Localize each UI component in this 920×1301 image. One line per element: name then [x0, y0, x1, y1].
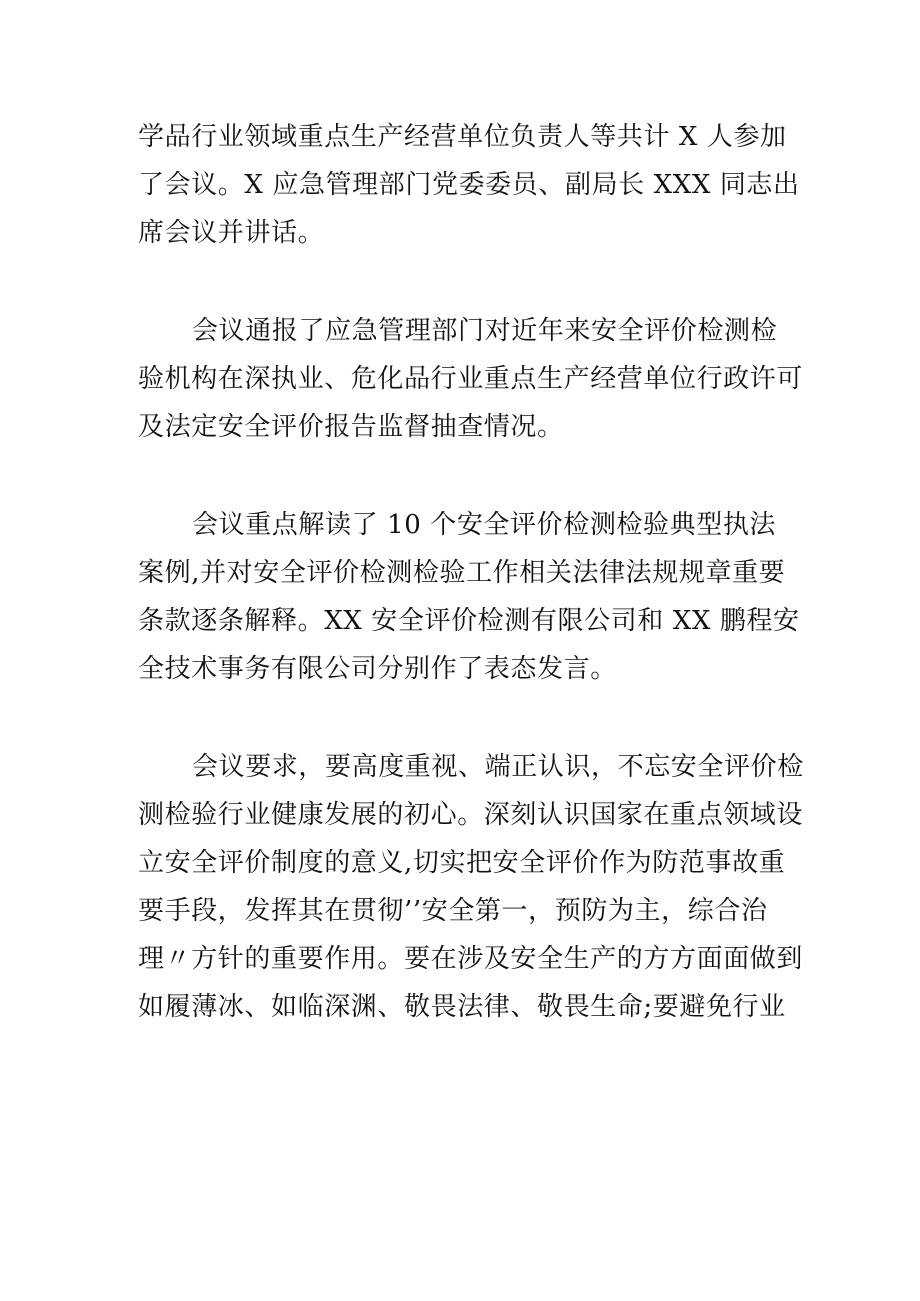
text-line: 会议要求，要高度重视、端正认识，不忘安全评价检: [192, 752, 804, 782]
paragraph-attendance: [138, 113, 800, 257]
text-line: 席会议并讲话。: [138, 218, 325, 248]
paragraph-briefing: [138, 307, 804, 451]
text-line: 学品行业领域重点生产经营单位负责人等共计 X 人参加: [138, 122, 787, 152]
paragraph-requirements: [138, 743, 804, 1031]
text-line: 如履薄冰、如临深渊、敬畏法律、敬畏生命;要避免行业: [138, 992, 786, 1022]
text-line: 测检验行业健康发展的初心。深刻认识国家在重点领域设: [138, 800, 804, 830]
text-line: 案例,并对安全评价检测检验工作相关法律法规规章重要: [138, 558, 786, 588]
text-line: 验机构在深执业、危化品行业重点生产经营单位行政许可: [138, 364, 804, 394]
text-line: 全技术事务有限公司分别作了表态发言。: [138, 654, 617, 684]
text-line: 条款逐条解释。XX 安全评价检测有限公司和 XX 鹏程安: [138, 606, 800, 636]
document-body: [138, 113, 804, 1031]
text-line: 会议重点解读了 10 个安全评价检测检验典型执法: [192, 510, 777, 540]
text-line: 会议通报了应急管理部门对近年来安全评价检测检: [192, 316, 778, 346]
text-line: 理〃方针的重要作用。要在涉及安全生产的方方面面做到: [138, 944, 804, 974]
text-line: 要手段，发挥其在贯彻’’安全第一，预防为主，综合治: [138, 896, 768, 926]
text-line: 了会议。X 应急管理部门党委委员、副局长 XXX 同志出: [138, 170, 800, 200]
paragraph-case-interpretation: [138, 501, 800, 693]
text-line: 及法定安全评价报告监督抽查情况。: [138, 412, 564, 442]
text-line: 立安全评价制度的意义,切实把安全评价作为防范事故重: [138, 848, 786, 878]
